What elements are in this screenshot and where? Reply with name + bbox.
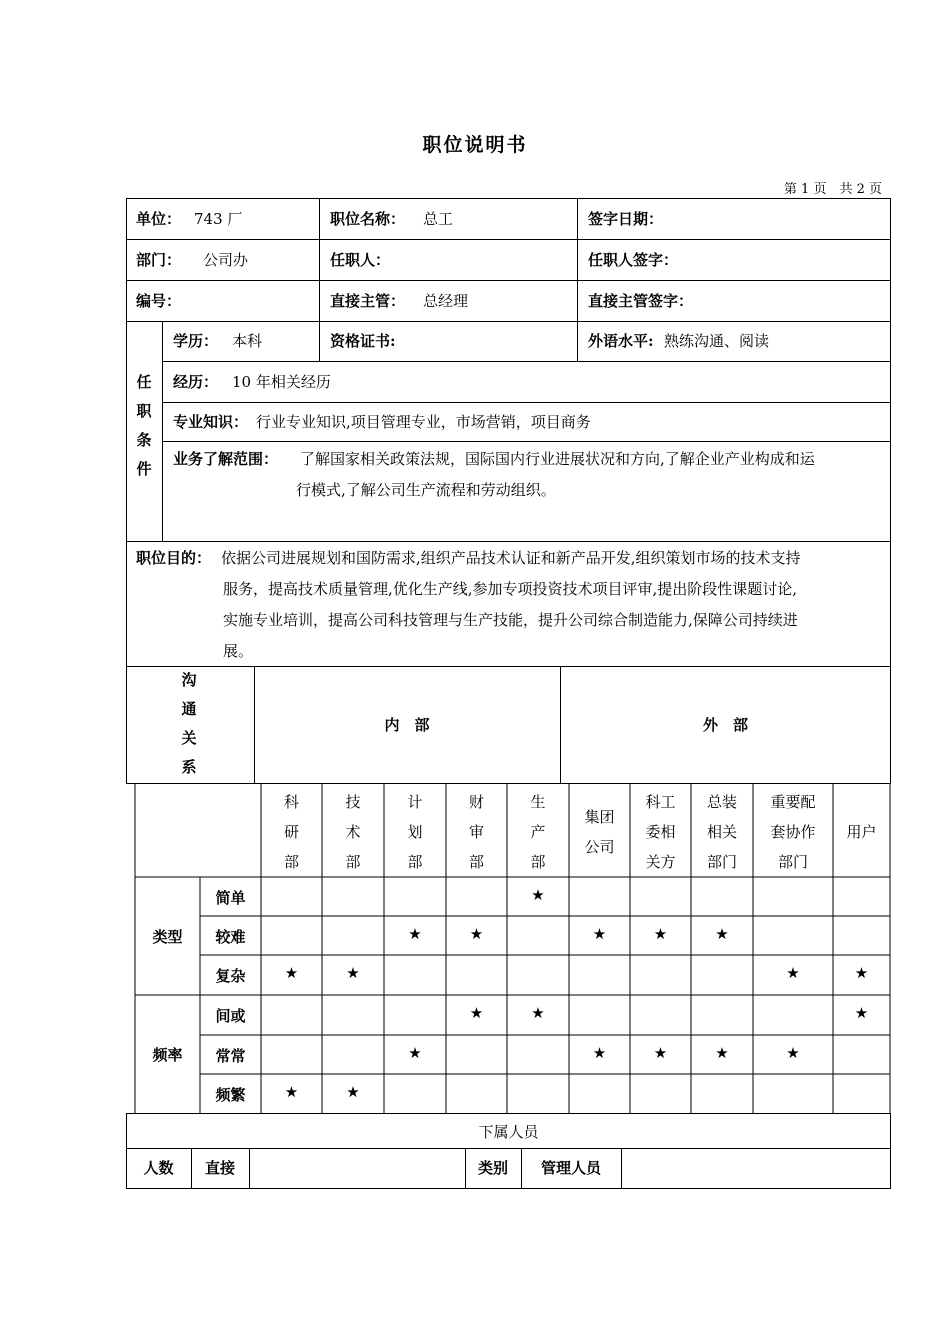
internal-label: 内 部 bbox=[384, 716, 430, 734]
star-mark: ★ bbox=[715, 1043, 729, 1062]
purpose-line-1: 依据公司进展规划和国防需求,组织产品技术认证和新产品开发,组织策划市场的技术支持 bbox=[221, 549, 801, 567]
mgmt-label: 管理人员 bbox=[540, 1159, 601, 1177]
certificate-label: 资格证书: bbox=[330, 332, 396, 350]
business-label: 业务了解范围： bbox=[173, 450, 279, 468]
category-label: 类别 bbox=[477, 1159, 508, 1177]
star-mark: ★ bbox=[786, 964, 800, 982]
column-header-line: 部 bbox=[407, 852, 423, 871]
purpose-label: 职位目的： bbox=[136, 549, 212, 567]
star-mark: ★ bbox=[346, 1082, 360, 1101]
row-label: 复杂 bbox=[215, 967, 246, 985]
knowledge-value: 行业专业知识,项目管理专业，市场营销，项目商务 bbox=[256, 413, 591, 431]
star-mark: ★ bbox=[592, 1043, 607, 1062]
purpose-line-2: 服务，提高技术质量管理,优化生产线,参加专项投资技术项目评审,提出阶段性课题讨论, bbox=[223, 580, 798, 598]
column-header-line: 计 bbox=[407, 792, 423, 811]
star-mark: ★ bbox=[653, 1043, 668, 1062]
knowledge-label: 专业知识： bbox=[173, 413, 249, 431]
sign-date-label: 签字日期： bbox=[588, 210, 664, 228]
unit-value: 743 厂 bbox=[194, 210, 243, 228]
column-header-line: 财 bbox=[468, 792, 484, 811]
count-label: 人数 bbox=[143, 1159, 174, 1177]
education-value: 本科 bbox=[232, 332, 263, 350]
supervisor-sign-label: 直接主管签字： bbox=[588, 292, 694, 310]
row-label: 常常 bbox=[215, 1046, 246, 1065]
column-header-line: 用户 bbox=[846, 822, 877, 841]
column-header-line: 部 bbox=[283, 852, 299, 871]
position-label: 职位名称： bbox=[330, 210, 406, 228]
column-header-line: 集团 bbox=[584, 807, 615, 826]
star-mark: ★ bbox=[408, 1043, 422, 1062]
column-header-line: 委相 bbox=[645, 822, 676, 841]
external-label: 外 部 bbox=[702, 716, 748, 734]
group-label: 频率 bbox=[152, 1046, 183, 1064]
star-mark: ★ bbox=[469, 1004, 484, 1022]
subordinates-title: 下属人员 bbox=[478, 1123, 539, 1141]
language-label: 外语水平: bbox=[588, 332, 654, 350]
experience-value: 10 年相关经历 bbox=[232, 373, 331, 391]
page-title: 职位说明书 bbox=[422, 134, 528, 156]
star-mark: ★ bbox=[284, 964, 299, 982]
star-mark: ★ bbox=[346, 964, 360, 982]
column-header-line: 部 bbox=[468, 852, 484, 871]
column-header-line: 产 bbox=[530, 822, 546, 841]
star-mark: ★ bbox=[854, 964, 869, 982]
star-mark: ★ bbox=[786, 1043, 800, 1062]
star-mark: ★ bbox=[408, 924, 422, 943]
column-header-line: 部 bbox=[345, 852, 361, 871]
unit-label: 单位： bbox=[136, 210, 182, 228]
supervisor-value: 总经理 bbox=[423, 292, 469, 310]
column-header-line: 研 bbox=[283, 822, 299, 841]
column-header-line: 审 bbox=[468, 822, 484, 841]
column-header-line: 相关 bbox=[706, 822, 737, 841]
business-line-2: 行模式,了解公司生产流程和劳动组织。 bbox=[296, 481, 556, 499]
supervisor-label: 直接主管： bbox=[330, 292, 406, 310]
row-label: 简单 bbox=[215, 888, 246, 907]
business-line-1: 了解国家相关政策法规，国际国内行业进展状况和方向,了解企业产业构成和运 bbox=[300, 450, 815, 468]
column-header-line: 重要配 bbox=[770, 792, 816, 811]
page-info: 第 1 页 共 2 页 bbox=[783, 182, 882, 197]
column-header-line: 部门 bbox=[706, 852, 737, 871]
dept-label: 部门： bbox=[136, 251, 182, 269]
group-label: 类型 bbox=[152, 928, 183, 946]
column-header-line: 科工 bbox=[645, 792, 676, 811]
column-header-line: 划 bbox=[407, 822, 423, 841]
column-header-line: 部门 bbox=[777, 852, 808, 871]
column-header-line: 术 bbox=[345, 822, 361, 841]
column-header-line: 科 bbox=[283, 792, 299, 811]
star-mark: ★ bbox=[531, 885, 545, 904]
column-header-line: 技 bbox=[345, 792, 361, 811]
dept-value: 公司办 bbox=[203, 251, 249, 269]
star-mark: ★ bbox=[284, 1082, 299, 1101]
column-header-line: 生 bbox=[530, 792, 546, 811]
column-header-line: 部 bbox=[530, 852, 546, 871]
language-value: 熟练沟通、阅读 bbox=[664, 332, 770, 350]
row-label: 较难 bbox=[215, 927, 246, 946]
star-mark: ★ bbox=[592, 924, 607, 943]
column-header-line: 公司 bbox=[584, 837, 615, 856]
column-header-line: 总装 bbox=[706, 792, 737, 811]
column-header-line: 关方 bbox=[645, 852, 676, 871]
row-label: 频繁 bbox=[215, 1085, 246, 1104]
column-header-line: 套协作 bbox=[770, 822, 816, 841]
star-mark: ★ bbox=[469, 924, 484, 943]
purpose-line-3: 实施专业培训，提高公司科技管理与生产技能，提升公司综合制造能力,保障公司持续进 bbox=[223, 611, 798, 629]
star-mark: ★ bbox=[531, 1004, 545, 1022]
star-mark: ★ bbox=[653, 924, 668, 943]
star-mark: ★ bbox=[854, 1004, 869, 1022]
row-label: 间或 bbox=[215, 1007, 246, 1025]
direct-label: 直接 bbox=[204, 1159, 235, 1177]
experience-label: 经历： bbox=[173, 373, 219, 391]
education-label: 学历： bbox=[173, 332, 219, 350]
holder-sign-label: 任职人签字： bbox=[588, 251, 679, 269]
star-mark: ★ bbox=[715, 924, 729, 943]
position-value: 总工 bbox=[423, 210, 454, 228]
purpose-line-4: 展。 bbox=[223, 642, 254, 660]
code-label: 编号： bbox=[136, 292, 182, 310]
holder-label: 任职人： bbox=[330, 251, 391, 269]
